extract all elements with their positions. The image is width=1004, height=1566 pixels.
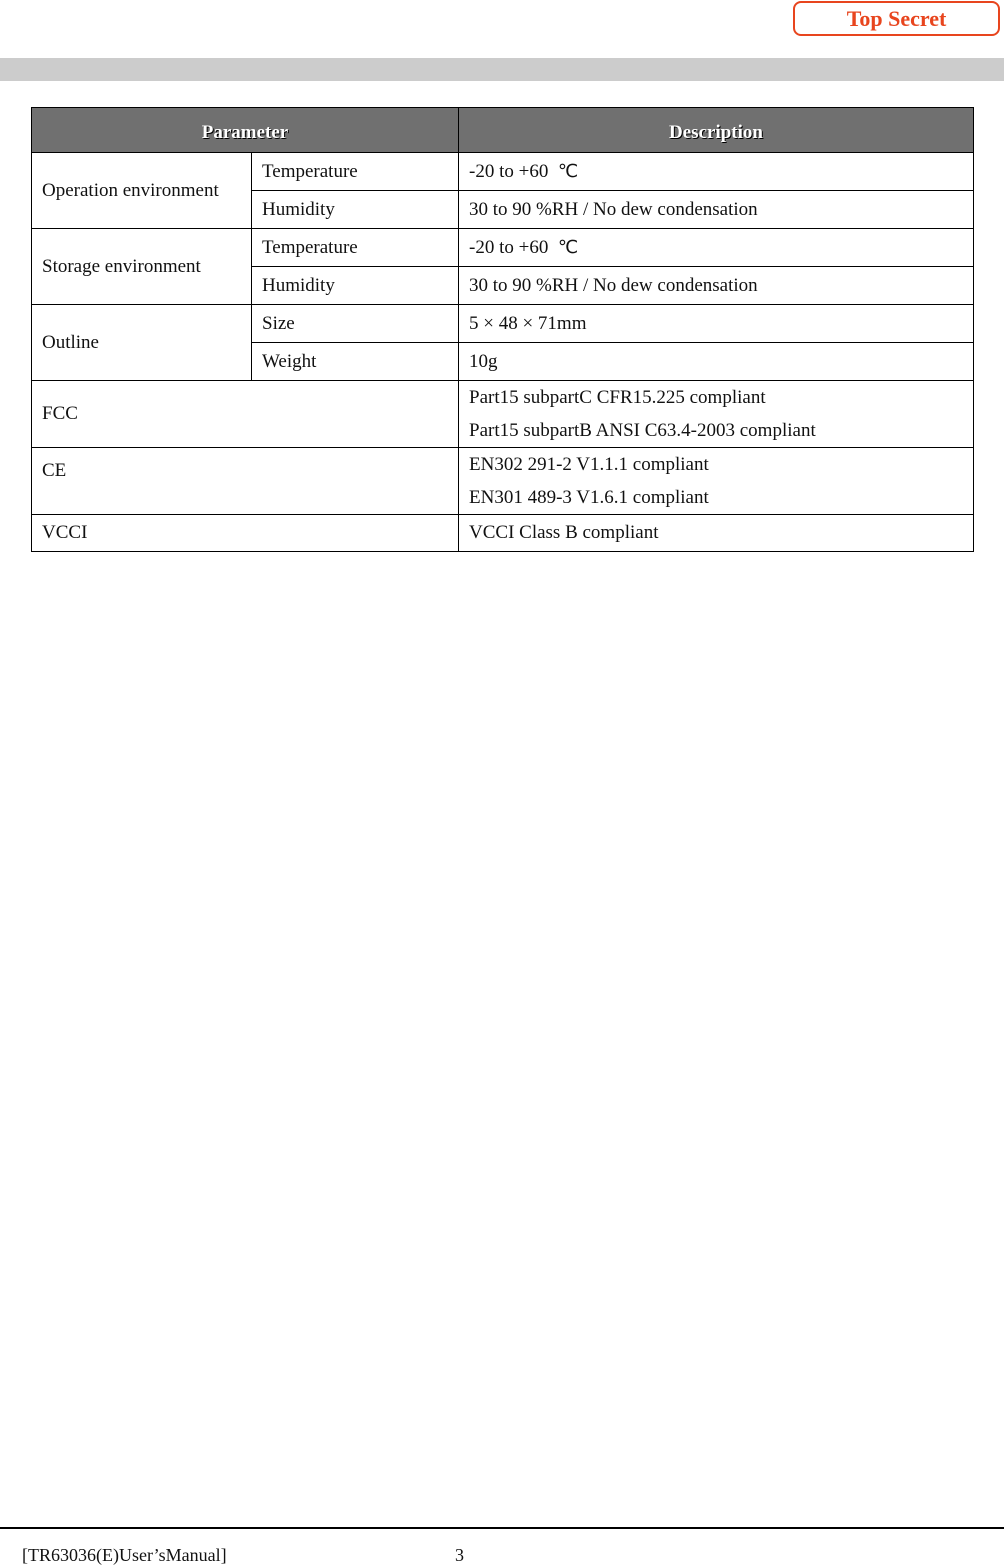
- page-number: 3: [455, 1545, 464, 1565]
- table-row: [32, 381, 974, 448]
- header-description: Description: [459, 108, 974, 153]
- outline-size-value: 5 × 48 × 71mm: [459, 305, 974, 343]
- spec-table: [31, 107, 974, 552]
- operation-label: Operation environment: [32, 153, 252, 229]
- fcc-label: FCC: [32, 381, 459, 448]
- storage-temperature-range: -20 to +60: [469, 236, 549, 258]
- top-secret-stamp: Top Secret: [793, 1, 1000, 36]
- header-parameter: Parameter: [32, 108, 459, 153]
- fcc-line-2: Part15 subpartB ANSI C63.4-2003 compliant: [469, 420, 816, 441]
- celsius-unit: ℃: [557, 236, 579, 258]
- storage-humidity-value: 30 to 90 %RH / No dew condensation: [459, 267, 974, 305]
- storage-label: Storage environment: [32, 229, 252, 305]
- operation-temperature-range: -20 to +60: [469, 160, 549, 182]
- operation-humidity-label: Humidity: [252, 191, 459, 229]
- table-row: [32, 153, 974, 191]
- vcci-label: VCCI: [32, 515, 459, 552]
- fcc-value: [459, 381, 974, 448]
- operation-temperature-value: [459, 153, 974, 191]
- celsius-unit: ℃: [557, 160, 579, 182]
- outline-size-label: Size: [252, 305, 459, 343]
- table-row: [32, 448, 974, 515]
- outline-weight-label: Weight: [252, 343, 459, 381]
- table-header-row: [32, 108, 974, 153]
- table-row: [32, 515, 974, 552]
- ce-label: CE: [32, 448, 459, 515]
- operation-temperature-label: Temperature: [252, 153, 459, 191]
- outline-label: Outline: [32, 305, 252, 381]
- table-row: [32, 305, 974, 343]
- vcci-value: VCCI Class B compliant: [459, 515, 974, 552]
- storage-temperature-value: [459, 229, 974, 267]
- ce-line-1: EN302 291-2 V1.1.1 compliant: [469, 454, 709, 475]
- storage-humidity-label: Humidity: [252, 267, 459, 305]
- table-row: [32, 229, 974, 267]
- fcc-line-1: Part15 subpartC CFR15.225 compliant: [469, 387, 766, 408]
- storage-temperature-label: Temperature: [252, 229, 459, 267]
- footer-divider: [0, 1527, 1004, 1529]
- footer-document-label: [TR63036(E)User’sManual]: [22, 1545, 227, 1565]
- operation-humidity-value: 30 to 90 %RH / No dew condensation: [459, 191, 974, 229]
- header-bar: [0, 58, 1004, 81]
- outline-weight-value: 10g: [459, 343, 974, 381]
- ce-value: [459, 448, 974, 515]
- ce-line-2: EN301 489-3 V1.6.1 compliant: [469, 487, 709, 508]
